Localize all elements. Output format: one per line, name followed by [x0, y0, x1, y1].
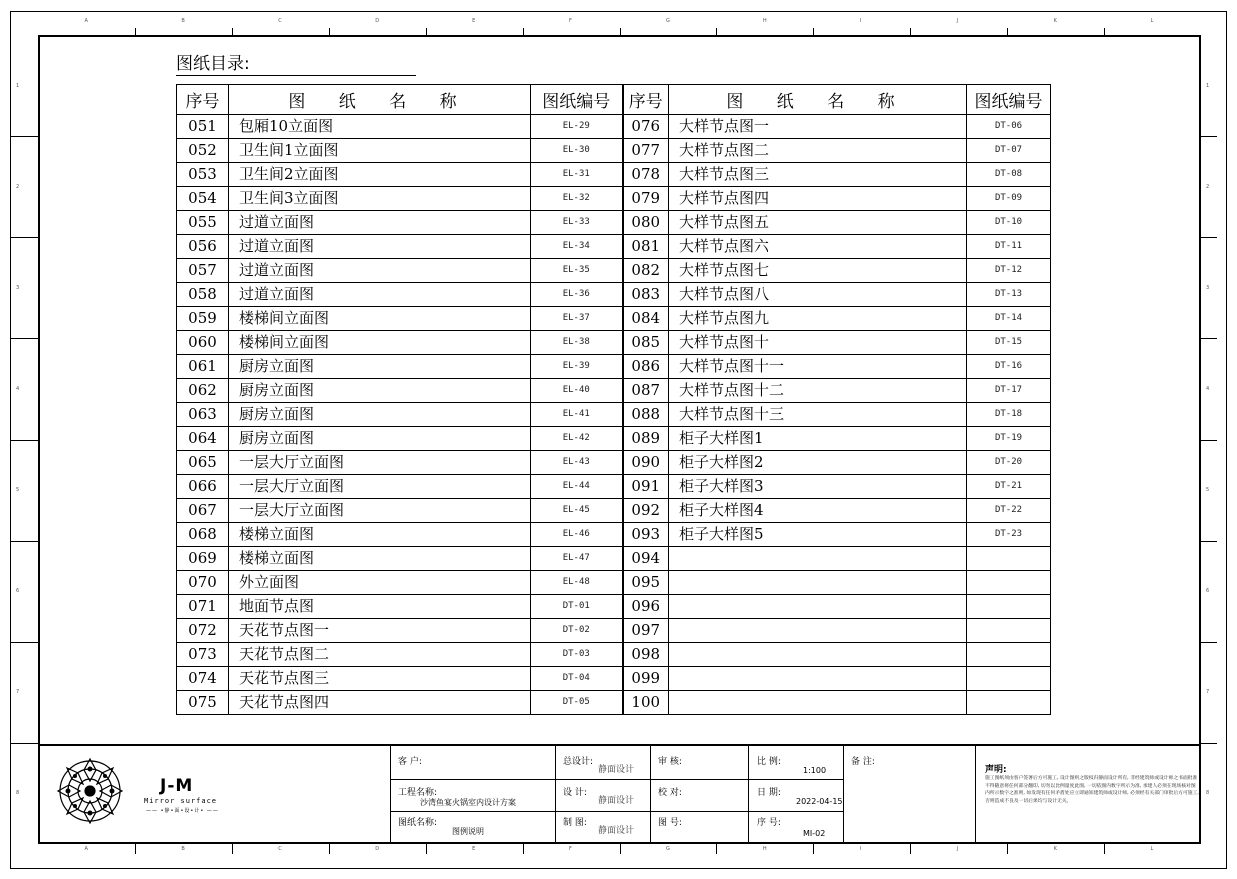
left-code: EL-48: [531, 571, 623, 595]
table-row: [177, 403, 1051, 427]
right-code: [967, 667, 1051, 691]
left-code: EL-46: [531, 523, 623, 547]
declaration-body: 施工图纸须由客户签署后方可施工, 设计图则之版权归静面设计所有, 非经建筑师或设计师之书面批准不得随意将任何部分翻印, 切勿以比例量度此图, 一切依图内数字所示为准, 承建人必须在现场核对图内所示数字之准则, 如发现有任何矛盾处应立即通知建筑师或设计师, 必须经有关部门审批后方可施工, 否则造成不良及一切后果均与设计无关。: [985, 776, 1199, 804]
table-row: [177, 211, 1051, 235]
ruler-tick: [329, 844, 330, 854]
ruler-col-label: I: [859, 18, 862, 24]
table-row: [177, 427, 1051, 451]
table-row: [177, 523, 1051, 547]
right-code: DT-11: [967, 235, 1051, 259]
left-name: 厨房立面图: [229, 403, 531, 427]
left-name: 天花节点图一: [229, 619, 531, 643]
ruler-row-label: 7: [16, 689, 20, 696]
ruler-row-label: 5: [16, 487, 20, 494]
right-name: 柜子大样图1: [669, 427, 967, 451]
right-no: 091: [623, 475, 669, 499]
ruler-row-label: 8: [1206, 790, 1210, 797]
table-row: [177, 187, 1051, 211]
left-code: EL-38: [531, 331, 623, 355]
ruler-tick: [135, 28, 136, 35]
ruler-tick: [10, 136, 38, 137]
ruler-col-label: G: [665, 846, 670, 852]
left-code: DT-05: [531, 691, 623, 715]
right-no: 097: [623, 619, 669, 643]
header-code-right: 图纸编号: [967, 85, 1051, 115]
right-code: DT-12: [967, 259, 1051, 283]
right-code: DT-22: [967, 499, 1051, 523]
ruler-tick: [620, 844, 621, 854]
ruler-tick: [232, 844, 233, 854]
left-name: 一层大厅立面图: [229, 475, 531, 499]
ruler-tick: [1201, 541, 1217, 542]
ruler-tick: [232, 28, 233, 35]
ruler-tick: [1201, 136, 1217, 137]
left-name: 包厢10立面图: [229, 115, 531, 139]
ruler-col-label: H: [762, 18, 767, 24]
left-name: 楼梯间立面图: [229, 307, 531, 331]
right-name: 大样节点图五: [669, 211, 967, 235]
ruler-row-label: 2: [1206, 183, 1210, 190]
table-row: [177, 235, 1051, 259]
right-no: 093: [623, 523, 669, 547]
mandala-logo-icon: [55, 756, 125, 826]
table-header-row: [177, 85, 1051, 115]
ruler-tick: [1104, 844, 1105, 854]
left-code: EL-43: [531, 451, 623, 475]
table-row: [177, 283, 1051, 307]
table-row: [177, 259, 1051, 283]
right-code: DT-10: [967, 211, 1051, 235]
project-value: 沙湾鱼宴火锅室内设计方案: [420, 798, 516, 807]
left-name: 过道立面图: [229, 283, 531, 307]
ruler-row-label: 2: [16, 183, 20, 190]
brand-tagline: —— •静•面•设•计• ——: [146, 808, 219, 814]
table-row: [177, 643, 1051, 667]
ruler-tick: [716, 28, 717, 35]
ruler-tick: [523, 844, 524, 854]
chief-designer-value: 静面设计: [598, 765, 635, 775]
right-code: DT-19: [967, 427, 1051, 451]
left-code: EL-32: [531, 187, 623, 211]
chief-designer-label: 总设计:: [563, 757, 594, 767]
ruler-tick: [1201, 237, 1217, 238]
left-no: 069: [177, 547, 229, 571]
review-label: 审 核:: [658, 757, 682, 767]
ruler-col-label: A: [84, 846, 88, 852]
ruler-col-label: F: [569, 18, 572, 24]
ruler-col-label: C: [278, 846, 282, 852]
right-no: 092: [623, 499, 669, 523]
right-name: 大样节点图七: [669, 259, 967, 283]
right-name: [669, 547, 967, 571]
right-code: DT-08: [967, 163, 1051, 187]
right-no: 090: [623, 451, 669, 475]
left-name: 地面节点图: [229, 595, 531, 619]
date-value: 2022-04-15: [796, 797, 843, 806]
header-no-right: 序号: [623, 85, 669, 115]
table-row: [177, 547, 1051, 571]
ruler-tick: [1104, 28, 1105, 35]
ruler-tick: [620, 28, 621, 35]
left-no: 073: [177, 643, 229, 667]
ruler-row-label: 8: [16, 790, 20, 797]
right-name: 大样节点图十: [669, 331, 967, 355]
ruler-col-label: B: [181, 18, 185, 24]
left-code: EL-42: [531, 427, 623, 451]
left-name: 楼梯间立面图: [229, 331, 531, 355]
sequence-value: MI-02: [803, 829, 826, 838]
right-name: 大样节点图九: [669, 307, 967, 331]
right-no: 078: [623, 163, 669, 187]
ruler-row-label: 3: [1206, 284, 1210, 291]
right-code: [967, 547, 1051, 571]
left-no: 072: [177, 619, 229, 643]
ruler-tick: [10, 237, 38, 238]
right-name: 柜子大样图4: [669, 499, 967, 523]
left-code: EL-34: [531, 235, 623, 259]
ruler-tick: [135, 844, 136, 854]
left-no: 065: [177, 451, 229, 475]
left-name: 外立面图: [229, 571, 531, 595]
ruler-row-label: 3: [16, 284, 20, 291]
right-code: [967, 571, 1051, 595]
right-code: DT-16: [967, 355, 1051, 379]
left-code: DT-03: [531, 643, 623, 667]
left-no: 062: [177, 379, 229, 403]
left-code: EL-36: [531, 283, 623, 307]
left-name: 卫生间2立面图: [229, 163, 531, 187]
right-code: [967, 619, 1051, 643]
ruler-row-label: 1: [16, 82, 20, 89]
table-row: [177, 163, 1051, 187]
left-no: 051: [177, 115, 229, 139]
right-name: 柜子大样图2: [669, 451, 967, 475]
right-no: 089: [623, 427, 669, 451]
right-no: 083: [623, 283, 669, 307]
ruler-col-label: B: [181, 846, 185, 852]
ruler-col-label: D: [375, 846, 380, 852]
right-no: 098: [623, 643, 669, 667]
table-row: [177, 499, 1051, 523]
right-no: 081: [623, 235, 669, 259]
left-code: EL-35: [531, 259, 623, 283]
table-row: [177, 331, 1051, 355]
ruler-tick: [10, 440, 38, 441]
right-code: DT-20: [967, 451, 1051, 475]
ruler-row-label: 1: [1206, 82, 1210, 89]
table-row: [177, 619, 1051, 643]
left-code: EL-45: [531, 499, 623, 523]
right-no: 088: [623, 403, 669, 427]
check-label: 校 对:: [658, 788, 682, 798]
scale-value: 1:100: [803, 766, 827, 775]
right-code: DT-15: [967, 331, 1051, 355]
right-name: 大样节点图十一: [669, 355, 967, 379]
right-name: 柜子大样图5: [669, 523, 967, 547]
right-code: DT-06: [967, 115, 1051, 139]
ruler-tick: [426, 28, 427, 35]
right-name: [669, 691, 967, 715]
right-no: 087: [623, 379, 669, 403]
left-no: 059: [177, 307, 229, 331]
ruler-tick: [910, 28, 911, 35]
right-name: [669, 667, 967, 691]
left-code: EL-33: [531, 211, 623, 235]
drawing-name-label: 图纸名称:: [398, 818, 438, 828]
designer-value: 静面设计: [598, 796, 635, 806]
left-no: 063: [177, 403, 229, 427]
table-row: [177, 115, 1051, 139]
ruler-col-label: G: [665, 18, 670, 24]
right-name: 大样节点图一: [669, 115, 967, 139]
ruler-tick: [1201, 743, 1217, 744]
ruler-col-label: D: [375, 18, 380, 24]
ruler-row-label: 4: [1206, 385, 1210, 392]
header-name-right: 图 纸 名 称: [669, 85, 967, 115]
ruler-row-label: 7: [1206, 689, 1210, 696]
table-row: [177, 379, 1051, 403]
ruler-tick: [1201, 642, 1217, 643]
right-no: 099: [623, 667, 669, 691]
table-row: [177, 595, 1051, 619]
right-name: 大样节点图八: [669, 283, 967, 307]
ruler-tick: [1007, 844, 1008, 854]
left-no: 070: [177, 571, 229, 595]
ruler-row-label: 6: [16, 588, 20, 595]
project-label: 工程名称:: [398, 788, 438, 798]
drafter-value: 静面设计: [598, 826, 635, 836]
right-code: [967, 643, 1051, 667]
ruler-col-label: E: [472, 18, 476, 24]
table-row: [177, 691, 1051, 715]
ruler-tick: [523, 28, 524, 35]
right-no: 077: [623, 139, 669, 163]
left-code: EL-29: [531, 115, 623, 139]
scale-label: 比 例:: [757, 757, 781, 767]
right-no: 095: [623, 571, 669, 595]
ruler-col-label: K: [1053, 846, 1057, 852]
right-code: [967, 691, 1051, 715]
header-name: 图 纸 名 称: [229, 85, 531, 115]
left-name: 厨房立面图: [229, 379, 531, 403]
right-no: 096: [623, 595, 669, 619]
right-no: 085: [623, 331, 669, 355]
left-code: EL-40: [531, 379, 623, 403]
right-code: DT-13: [967, 283, 1051, 307]
left-name: 厨房立面图: [229, 355, 531, 379]
left-no: 054: [177, 187, 229, 211]
left-name: 一层大厅立面图: [229, 499, 531, 523]
ruler-col-label: H: [762, 846, 767, 852]
left-no: 055: [177, 211, 229, 235]
left-name: 卫生间1立面图: [229, 139, 531, 163]
right-code: DT-14: [967, 307, 1051, 331]
right-code: DT-21: [967, 475, 1051, 499]
ruler-tick: [10, 541, 38, 542]
right-name: 大样节点图六: [669, 235, 967, 259]
left-name: 一层大厅立面图: [229, 451, 531, 475]
drawing-number-label: 图 号:: [658, 818, 682, 828]
right-code: DT-18: [967, 403, 1051, 427]
left-no: 071: [177, 595, 229, 619]
left-code: DT-01: [531, 595, 623, 619]
table-row: [177, 355, 1051, 379]
right-code: DT-23: [967, 523, 1051, 547]
left-no: 068: [177, 523, 229, 547]
ruler-tick: [1201, 338, 1217, 339]
ruler-tick: [10, 642, 38, 643]
left-code: EL-31: [531, 163, 623, 187]
right-no: 084: [623, 307, 669, 331]
table-row: [177, 571, 1051, 595]
ruler-col-label: I: [859, 846, 862, 852]
left-name: 楼梯立面图: [229, 523, 531, 547]
ruler-col-label: C: [278, 18, 282, 24]
right-no: 080: [623, 211, 669, 235]
right-name: 柜子大样图3: [669, 475, 967, 499]
ruler-tick: [813, 28, 814, 35]
left-no: 061: [177, 355, 229, 379]
ruler-tick: [10, 743, 38, 744]
right-no: 094: [623, 547, 669, 571]
table-row: [177, 139, 1051, 163]
right-no: 100: [623, 691, 669, 715]
ruler-col-label: A: [84, 18, 88, 24]
left-no: 075: [177, 691, 229, 715]
left-code: EL-39: [531, 355, 623, 379]
ruler-col-label: L: [1150, 18, 1154, 24]
left-name: 天花节点图四: [229, 691, 531, 715]
left-no: 066: [177, 475, 229, 499]
left-name: 厨房立面图: [229, 427, 531, 451]
left-name: 过道立面图: [229, 211, 531, 235]
ruler-col-label: J: [956, 846, 959, 852]
sheet-title: 图纸目录:: [176, 53, 416, 76]
ruler-col-label: F: [569, 846, 572, 852]
right-code: DT-09: [967, 187, 1051, 211]
right-name: [669, 595, 967, 619]
right-no: 082: [623, 259, 669, 283]
left-name: 过道立面图: [229, 235, 531, 259]
left-no: 060: [177, 331, 229, 355]
ruler-tick: [716, 844, 717, 854]
right-code: DT-17: [967, 379, 1051, 403]
left-name: 天花节点图三: [229, 667, 531, 691]
ruler-col-label: L: [1150, 846, 1154, 852]
right-name: [669, 619, 967, 643]
brand-subtitle: Mirror surface: [144, 797, 218, 805]
declaration-title: 声明:: [985, 765, 1007, 775]
right-name: [669, 643, 967, 667]
left-no: 074: [177, 667, 229, 691]
ruler-col-label: J: [956, 18, 959, 24]
right-name: 大样节点图十三: [669, 403, 967, 427]
left-no: 052: [177, 139, 229, 163]
ruler-row-label: 6: [1206, 588, 1210, 595]
left-code: EL-41: [531, 403, 623, 427]
header-no: 序号: [177, 85, 229, 115]
ruler-tick: [813, 844, 814, 854]
left-no: 067: [177, 499, 229, 523]
drafter-label: 制 图:: [563, 818, 587, 828]
left-no: 053: [177, 163, 229, 187]
right-name: 大样节点图十二: [669, 379, 967, 403]
ruler-row-label: 5: [1206, 487, 1210, 494]
ruler-col-label: E: [472, 846, 476, 852]
right-no: 079: [623, 187, 669, 211]
client-label: 客 户:: [398, 757, 422, 767]
left-code: DT-02: [531, 619, 623, 643]
header-code: 图纸编号: [531, 85, 623, 115]
left-code: EL-30: [531, 139, 623, 163]
right-no: 076: [623, 115, 669, 139]
ruler-tick: [329, 28, 330, 35]
right-name: 大样节点图三: [669, 163, 967, 187]
sequence-label: 序 号:: [757, 818, 781, 828]
table-row: [177, 451, 1051, 475]
ruler-tick: [1007, 28, 1008, 35]
drawing-name-value: 图例说明: [452, 827, 484, 836]
left-no: 058: [177, 283, 229, 307]
drawing-index-table: [176, 84, 1051, 715]
ruler-col-label: K: [1053, 18, 1057, 24]
table-row: [177, 667, 1051, 691]
left-name: 卫生间3立面图: [229, 187, 531, 211]
table-row: [177, 307, 1051, 331]
right-code: DT-07: [967, 139, 1051, 163]
designer-label: 设 计:: [563, 788, 587, 798]
ruler-row-label: 4: [16, 385, 20, 392]
brand-name: J-M: [160, 776, 194, 796]
right-name: 大样节点图四: [669, 187, 967, 211]
right-code: [967, 595, 1051, 619]
left-code: EL-44: [531, 475, 623, 499]
right-no: 086: [623, 355, 669, 379]
left-no: 057: [177, 259, 229, 283]
ruler-tick: [910, 844, 911, 854]
table-row: [177, 475, 1051, 499]
left-code: EL-47: [531, 547, 623, 571]
left-name: 楼梯立面图: [229, 547, 531, 571]
left-no: 064: [177, 427, 229, 451]
ruler-tick: [10, 338, 38, 339]
date-label: 日 期:: [757, 788, 781, 798]
left-name: 天花节点图二: [229, 643, 531, 667]
right-name: [669, 571, 967, 595]
ruler-tick: [1201, 440, 1217, 441]
left-name: 过道立面图: [229, 259, 531, 283]
ruler-tick: [426, 844, 427, 854]
left-code: DT-04: [531, 667, 623, 691]
left-code: EL-37: [531, 307, 623, 331]
remarks-label: 备 注:: [851, 757, 875, 767]
right-name: 大样节点图二: [669, 139, 967, 163]
left-no: 056: [177, 235, 229, 259]
